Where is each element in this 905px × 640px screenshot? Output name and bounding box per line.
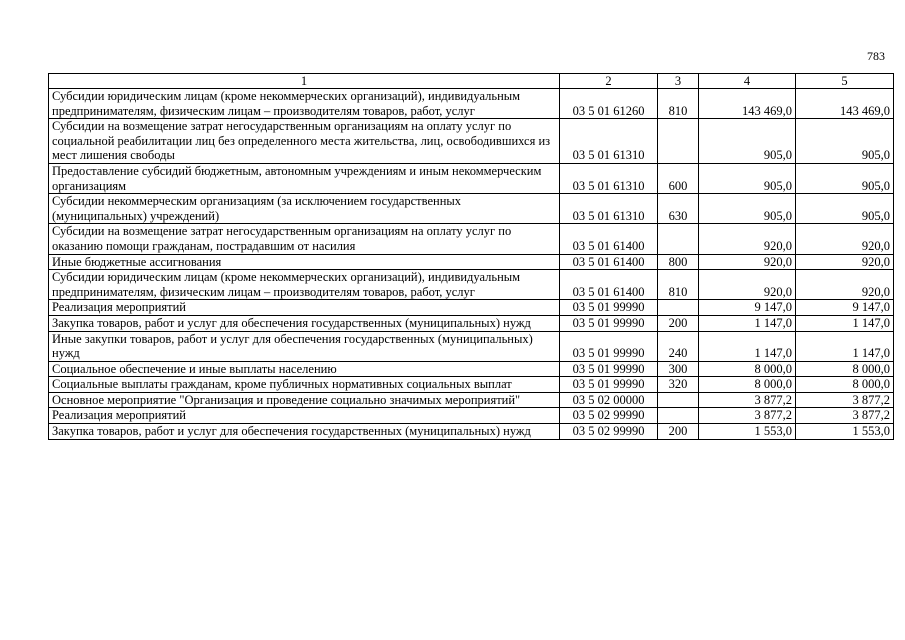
cell-sum-1: 8 000,0	[699, 377, 796, 393]
table-row	[49, 270, 894, 300]
table-row	[49, 194, 894, 224]
cell-code: 03 5 02 99990	[560, 424, 658, 440]
cell-sum-2: 1 553,0	[796, 424, 894, 440]
cell-expense-type	[658, 224, 699, 254]
cell-sum-1: 920,0	[699, 224, 796, 254]
cell-code: 03 5 01 61310	[560, 194, 658, 224]
cell-name: Социальное обеспечение и иные выплаты населению	[49, 361, 560, 377]
budget-table	[48, 73, 894, 440]
cell-sum-1: 1 147,0	[699, 331, 796, 361]
table-row	[49, 361, 894, 377]
cell-expense-type: 240	[658, 331, 699, 361]
cell-name: Субсидии некоммерческим организациям (за исключением государственных (муниципальных) учреждений)	[49, 194, 560, 224]
column-header-code: 2	[560, 74, 658, 89]
cell-code: 03 5 01 61400	[560, 224, 658, 254]
cell-name: Субсидии на возмещение затрат негосударственным организациям на оплату услуг по социальной реабилитации лиц без определенного места жительства, лиц, освободившихся из мест лишения свободы	[49, 119, 560, 164]
cell-sum-1: 1 147,0	[699, 315, 796, 331]
cell-sum-2: 8 000,0	[796, 377, 894, 393]
cell-sum-2: 3 877,2	[796, 392, 894, 408]
column-header-name: 1	[49, 74, 560, 89]
cell-sum-2: 905,0	[796, 163, 894, 193]
table-row	[49, 300, 894, 316]
cell-expense-type: 200	[658, 315, 699, 331]
cell-sum-2: 3 877,2	[796, 408, 894, 424]
cell-sum-2: 920,0	[796, 254, 894, 270]
cell-name: Субсидии юридическим лицам (кроме некоммерческих организаций), индивидуальным предпринимателям, физическим лицам – производителям товаров, работ, услуг	[49, 270, 560, 300]
cell-name: Реализация мероприятий	[49, 300, 560, 316]
table-row	[49, 163, 894, 193]
cell-sum-1: 905,0	[699, 194, 796, 224]
table-row	[49, 392, 894, 408]
table-row	[49, 119, 894, 164]
cell-expense-type: 810	[658, 270, 699, 300]
cell-code: 03 5 01 61400	[560, 254, 658, 270]
cell-expense-type	[658, 392, 699, 408]
cell-code: 03 5 01 99990	[560, 315, 658, 331]
cell-sum-2: 905,0	[796, 119, 894, 164]
cell-sum-2: 920,0	[796, 270, 894, 300]
cell-code: 03 5 01 99990	[560, 377, 658, 393]
cell-name: Субсидии на возмещение затрат негосударственным организациям на оплату услуг по оказанию помощи гражданам, пострадавшим от насилия	[49, 224, 560, 254]
cell-name: Иные закупки товаров, работ и услуг для обеспечения государственных (муниципальных) нужд	[49, 331, 560, 361]
cell-name: Реализация мероприятий	[49, 408, 560, 424]
cell-expense-type: 320	[658, 377, 699, 393]
cell-sum-1: 143 469,0	[699, 89, 796, 119]
cell-name: Закупка товаров, работ и услуг для обеспечения государственных (муниципальных) нужд	[49, 315, 560, 331]
cell-expense-type: 810	[658, 89, 699, 119]
cell-code: 03 5 01 61400	[560, 270, 658, 300]
cell-expense-type	[658, 408, 699, 424]
table-row	[49, 254, 894, 270]
table-row	[49, 224, 894, 254]
column-header-type: 3	[658, 74, 699, 89]
cell-name: Закупка товаров, работ и услуг для обеспечения государственных (муниципальных) нужд	[49, 424, 560, 440]
cell-code: 03 5 02 00000	[560, 392, 658, 408]
cell-name: Субсидии юридическим лицам (кроме некоммерческих организаций), индивидуальным предпринимателям, физическим лицам – производителям товаров, работ, услуг	[49, 89, 560, 119]
cell-name: Иные бюджетные ассигнования	[49, 254, 560, 270]
cell-sum-2: 143 469,0	[796, 89, 894, 119]
table-row	[49, 377, 894, 393]
table-row	[49, 424, 894, 440]
cell-sum-1: 9 147,0	[699, 300, 796, 316]
cell-expense-type: 200	[658, 424, 699, 440]
table-row	[49, 89, 894, 119]
cell-expense-type: 300	[658, 361, 699, 377]
cell-name: Предоставление субсидий бюджетным, автономным учреждениям и иным некоммерческим организациям	[49, 163, 560, 193]
cell-sum-2: 1 147,0	[796, 331, 894, 361]
cell-sum-2: 8 000,0	[796, 361, 894, 377]
table-row	[49, 408, 894, 424]
cell-sum-1: 8 000,0	[699, 361, 796, 377]
cell-code: 03 5 02 99990	[560, 408, 658, 424]
cell-sum-1: 920,0	[699, 270, 796, 300]
cell-sum-1: 905,0	[699, 119, 796, 164]
cell-code: 03 5 01 99990	[560, 331, 658, 361]
cell-sum-1: 3 877,2	[699, 408, 796, 424]
cell-code: 03 5 01 99990	[560, 361, 658, 377]
column-header-sum1: 4	[699, 74, 796, 89]
cell-expense-type	[658, 119, 699, 164]
cell-code: 03 5 01 99990	[560, 300, 658, 316]
column-header-sum2: 5	[796, 74, 894, 89]
cell-sum-2: 905,0	[796, 194, 894, 224]
cell-code: 03 5 01 61260	[560, 89, 658, 119]
table-body	[49, 89, 894, 440]
cell-name: Основное мероприятие "Организация и проведение социально значимых мероприятий"	[49, 392, 560, 408]
cell-sum-1: 920,0	[699, 254, 796, 270]
cell-expense-type: 800	[658, 254, 699, 270]
cell-name: Социальные выплаты гражданам, кроме публичных нормативных социальных выплат	[49, 377, 560, 393]
cell-sum-1: 1 553,0	[699, 424, 796, 440]
cell-code: 03 5 01 61310	[560, 119, 658, 164]
cell-sum-1: 905,0	[699, 163, 796, 193]
cell-sum-2: 9 147,0	[796, 300, 894, 316]
cell-sum-2: 920,0	[796, 224, 894, 254]
page-number: 783	[867, 49, 885, 63]
table-row	[49, 331, 894, 361]
cell-code: 03 5 01 61310	[560, 163, 658, 193]
table-row	[49, 315, 894, 331]
cell-expense-type	[658, 300, 699, 316]
header-row	[49, 74, 894, 89]
cell-sum-2: 1 147,0	[796, 315, 894, 331]
cell-expense-type: 630	[658, 194, 699, 224]
cell-sum-1: 3 877,2	[699, 392, 796, 408]
cell-expense-type: 600	[658, 163, 699, 193]
